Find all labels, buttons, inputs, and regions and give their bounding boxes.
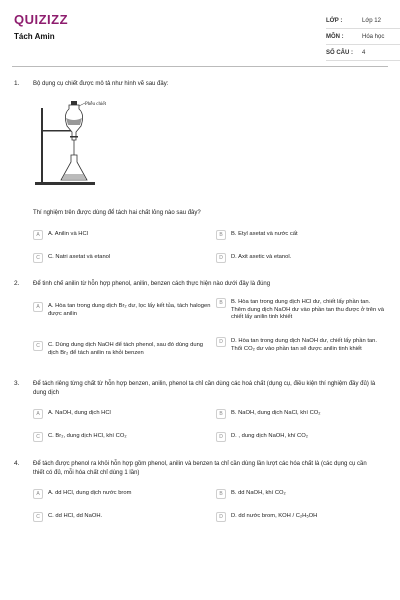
question-text: Để tinh chế anilin từ hỗn hợp phenol, anilin, benzen cách thực hiện nào dưới đây là đúng	[33, 281, 271, 287]
meta-row-count	[326, 45, 400, 61]
option-letter-box: B	[216, 409, 226, 419]
option-letter-box: B	[216, 298, 226, 308]
question-number: 2.	[14, 280, 20, 287]
header-divider	[12, 66, 388, 67]
q3-option-c[interactable]	[33, 433, 127, 442]
meta-key: LỚP :	[326, 17, 343, 24]
meta-value: Lớp 12	[362, 17, 381, 24]
option-letter-box: D	[216, 432, 226, 442]
q2-option-c[interactable]	[33, 342, 213, 357]
q2-option-d[interactable]	[216, 338, 386, 353]
funnel-label: Phễu chiết	[85, 102, 106, 107]
option-letter-box: B	[216, 230, 226, 240]
question-text: Để tách riêng từng chất từ hỗn hợp benzen, anilin, phenol ta chỉ cần dùng các hoá chất (dụng cụ, điều kiện thí nghiệm đầy đủ) là dung dịch	[33, 381, 376, 396]
q2-option-a[interactable]	[33, 303, 213, 318]
option-text: B. Etyl axetat và nước cất	[231, 231, 298, 237]
option-letter-box: D	[216, 337, 226, 347]
meta-value: Hóa học	[362, 33, 385, 40]
option-text: B. dd NaOH, khí CO₂	[231, 490, 286, 496]
question-text: Bộ dụng cụ chiết được mô tả như hình vẽ sau đây:	[33, 81, 169, 87]
q1-option-c[interactable]	[33, 254, 110, 263]
option-letter-box: C	[33, 432, 43, 442]
meta-info	[326, 13, 400, 61]
option-text: A. Anilin và HCl	[48, 231, 88, 237]
option-letter-box: A	[33, 489, 43, 499]
option-text: C. Natri axetat và etanol	[48, 254, 111, 260]
q3-option-b[interactable]	[216, 410, 321, 419]
q3-option-a[interactable]	[33, 410, 111, 419]
option-letter-box: A	[33, 409, 43, 419]
meta-key: MÔN :	[326, 33, 344, 40]
q4-option-b[interactable]	[216, 490, 286, 499]
option-letter-box: D	[216, 512, 226, 522]
q1-option-b[interactable]	[216, 231, 298, 240]
option-text: B. Hòa tan trong dung dịch HCl dư, chiết lấy phần tan. Thêm dung dịch NaOH dư vào phần tan thu được ở trên và chiết lấy anilin tinh khiết	[231, 299, 384, 320]
option-letter-box: A	[33, 302, 43, 312]
q4-option-a[interactable]	[33, 490, 131, 499]
question-number: 3.	[14, 380, 20, 387]
option-text: D. , dung dịch NaOH, khí CO₂	[231, 433, 308, 439]
option-letter-box: A	[33, 230, 43, 240]
option-text: A. dd HCl, dung dịch nước brom	[48, 490, 132, 496]
option-text: B. NaOH, dung dịch NaCl, khí CO₂	[231, 410, 321, 416]
question-text: Để tách được phenol ra khỏi hỗn hợp gồm phenol, anilin và benzen ta chỉ cần dùng lần lượt các hóa chất là (các dụng cụ cần thiết có đủ, mỗi hóa chất chỉ dùng 1 lần)	[33, 461, 367, 476]
worksheet-title: Tách Amin	[14, 32, 55, 41]
q4-option-d[interactable]	[216, 513, 317, 522]
meta-row-class	[326, 13, 400, 29]
option-text: C. Br₂, dung dịch HCl, khí CO₂	[48, 433, 127, 439]
option-letter-box: D	[216, 253, 226, 263]
option-text: A. Hòa tan trong dung dịch Br₂ dư, lọc lấy kết tủa, tách halogen được anilin	[48, 303, 211, 317]
question-number: 4.	[14, 460, 20, 467]
q1-option-d[interactable]	[216, 254, 291, 263]
option-text: D. Hòa tan trong dung dịch NaOH dư, chiết lấy phần tan. Thổi CO₂ dư vào phần tan sẽ được anilin tinh khiết	[231, 338, 377, 352]
option-text: C. dd HCl, dd NaOH.	[48, 513, 103, 519]
meta-value: 4	[362, 49, 366, 56]
q1-option-a[interactable]	[33, 231, 88, 240]
separatory-funnel-figure	[33, 100, 113, 190]
meta-row-subject	[326, 29, 400, 45]
question-number: 1.	[14, 80, 20, 87]
option-letter-box: C	[33, 341, 43, 351]
option-text: A. NaOH, dung dịch HCl	[48, 410, 111, 416]
option-text: C. Dùng dung dịch NaOH để tách phenol, sau đó dùng dung dịch Br₂ để tách anilin ra khỏi benzen	[48, 342, 204, 356]
option-letter-box: B	[216, 489, 226, 499]
q4-option-c[interactable]	[33, 513, 102, 522]
option-letter-box: C	[33, 253, 43, 263]
option-text: D. Axit axetic và etanol.	[231, 254, 292, 260]
option-letter-box: C	[33, 512, 43, 522]
quizizz-logo: QUIZIZZ	[14, 12, 69, 27]
q2-option-b[interactable]	[216, 299, 386, 322]
option-text: D. dd nước brom, KOH / C₂H₅OH	[231, 513, 318, 519]
meta-key: SỐ CÂU :	[326, 49, 353, 56]
worksheet-header	[14, 10, 386, 66]
q3-option-d[interactable]	[216, 433, 308, 442]
question-subtext: Thí nghiệm trên được dùng để tách hai chất lỏng nào sau đây?	[33, 210, 201, 216]
